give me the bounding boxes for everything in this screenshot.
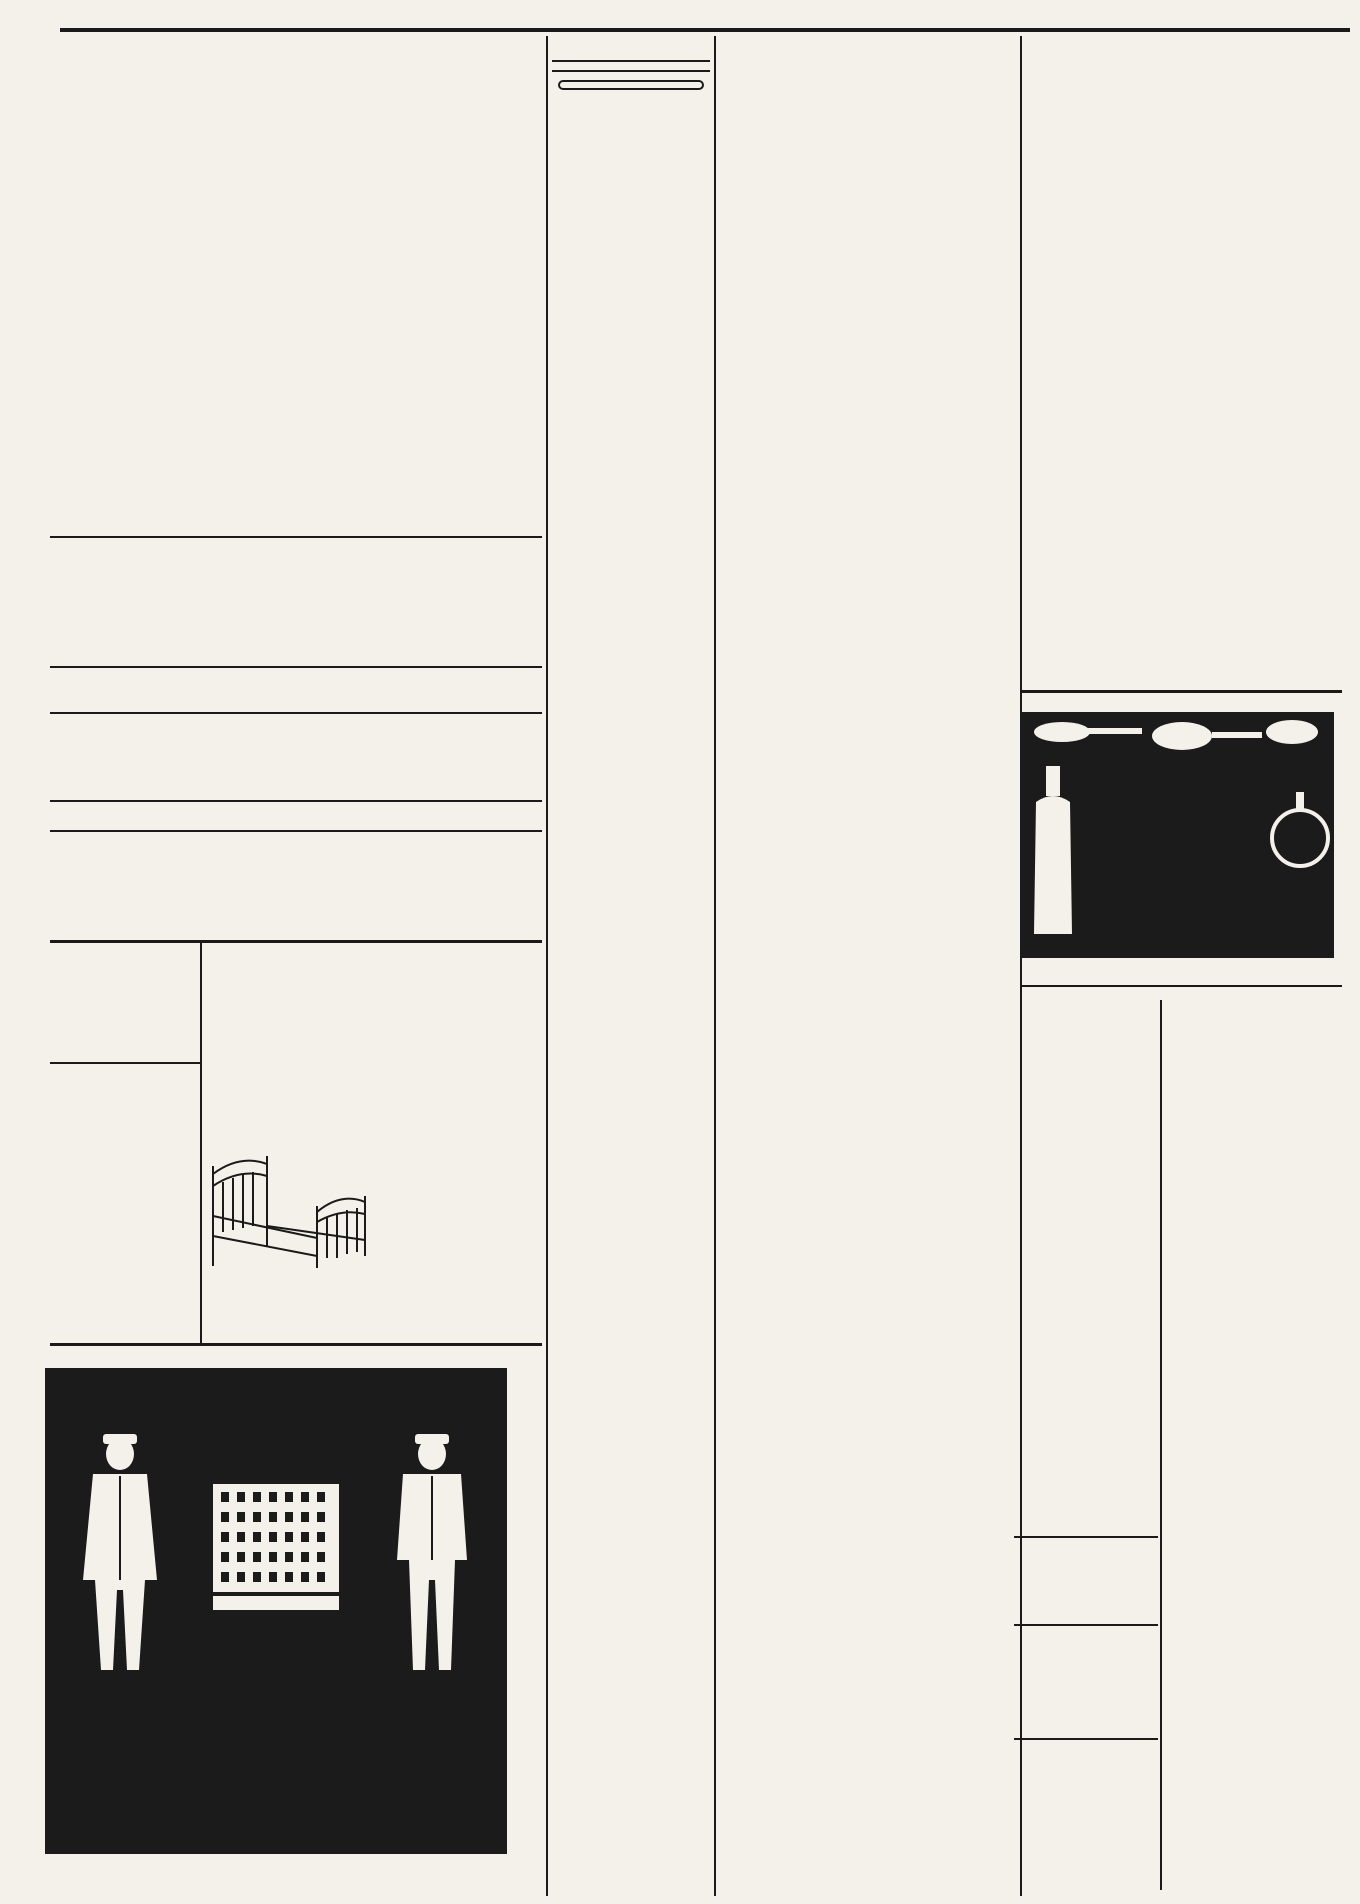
column-2 — [552, 56, 710, 1892]
divider — [1014, 1536, 1158, 1538]
column-5 — [1014, 1000, 1156, 1530]
top-rule — [60, 28, 1350, 32]
watch-illustration — [1270, 782, 1330, 882]
divider — [50, 1343, 542, 1346]
column-rule — [1160, 1000, 1162, 1890]
divider — [1014, 1738, 1158, 1740]
divider — [1014, 1624, 1158, 1626]
astonishing-offer-ad — [1022, 712, 1334, 958]
farmers-hotel-card — [1014, 1748, 1158, 1756]
merchant-tailors-ad — [45, 1368, 507, 1854]
divider — [50, 666, 542, 668]
column-rule — [200, 943, 202, 1343]
herald-price — [552, 60, 710, 72]
divider — [50, 940, 542, 943]
building-illustration — [195, 1464, 357, 1614]
column-rule — [1020, 36, 1022, 1896]
divider — [50, 712, 542, 714]
railway-column — [1164, 1004, 1350, 1892]
column-3 — [720, 56, 1016, 1892]
divider — [1022, 690, 1342, 693]
dotted-rule — [50, 536, 542, 538]
divider — [50, 830, 542, 832]
local-personal-heading — [558, 80, 704, 90]
bottle-illustration — [1028, 766, 1078, 936]
tailor-figure-right — [377, 1430, 487, 1680]
column-rule — [546, 36, 548, 1896]
column-rule — [714, 36, 716, 1896]
divider — [50, 1062, 200, 1064]
iron-bed-illustration — [205, 1146, 373, 1270]
divider — [50, 800, 542, 802]
tailor-figure-left — [65, 1430, 175, 1680]
wallpaper-card — [50, 1072, 198, 1086]
column-3-items — [720, 56, 1016, 1892]
divider — [1022, 985, 1342, 987]
silverware-illustration — [1022, 712, 1334, 772]
